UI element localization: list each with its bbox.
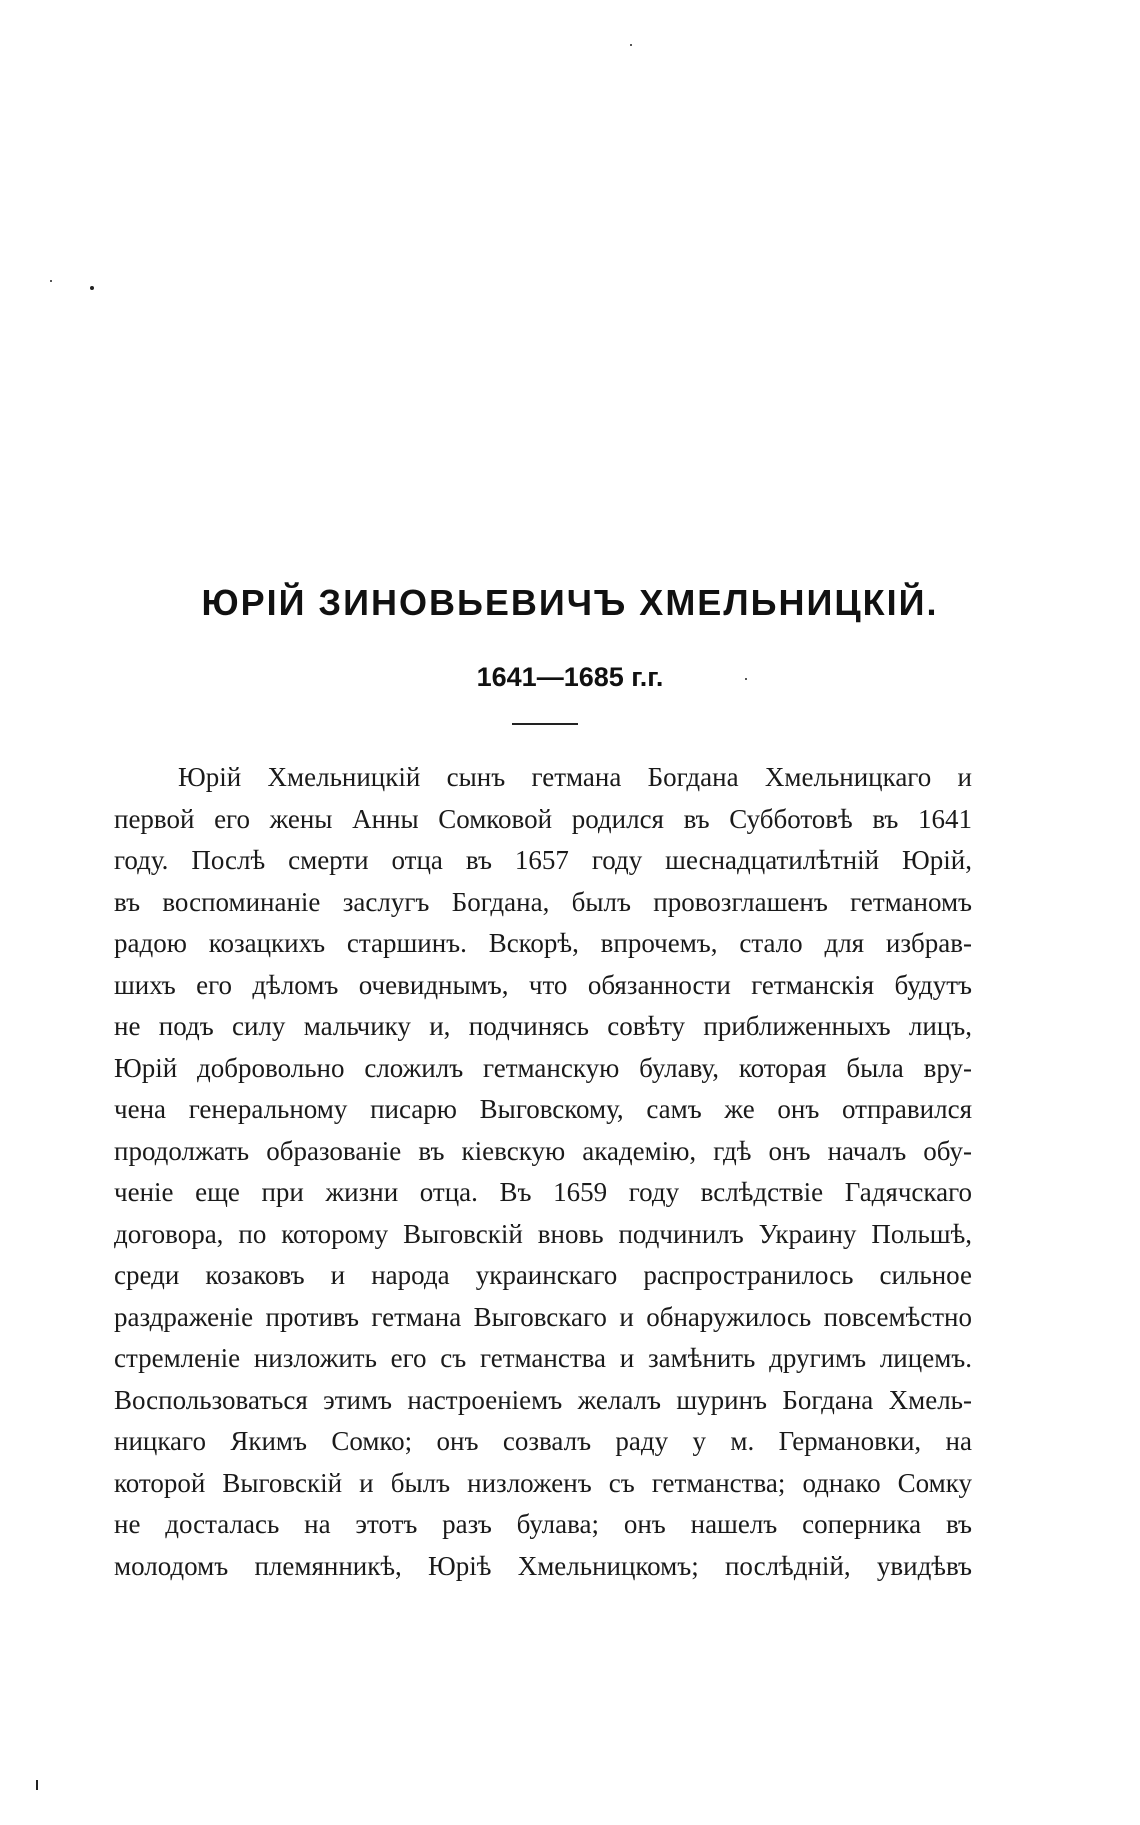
text-line: радою козацкихъ старшинъ. Вскорѣ, впрочемъ, стало для избрав- (114, 928, 972, 958)
text-line: Юрій добровольно сложилъ гетманскую булаву, которая была вру- (114, 1052, 972, 1083)
text-line: среди козаковъ и народа украинскаго распространилось сильное (114, 1260, 972, 1290)
text-line: не подъ силу мальчику и, подчинясь совѣту приближенныхъ лицъ, (114, 1011, 972, 1041)
text-line: чена генеральному писарю Выговскому, самъ же онъ отправился (114, 1094, 972, 1124)
article-years: 1641—1685 г.г. (476, 662, 664, 692)
text-line: договора, по которому Выговскій вновь подчинилъ Украину Польшѣ, (114, 1218, 972, 1249)
text-line: стремленіе низложить его съ гетманства и замѣнить другимъ лицемъ. (114, 1343, 972, 1373)
text-line: году. Послѣ смерти отца въ 1657 году шеснадцатилѣтній Юрій, (114, 845, 972, 875)
text-line: ченіе еще при жизни отца. Въ 1659 году вслѣдствіе Гадячскаго (114, 1177, 972, 1207)
body-paragraph (114, 757, 972, 1587)
text-line: не досталась на этотъ разъ булава; онъ нашелъ соперника въ (114, 1509, 972, 1539)
text-line: продолжать образованіе въ кіевскую академію, гдѣ онъ началъ обу- (114, 1135, 972, 1166)
text-line: которой Выговскій и былъ низложенъ съ гетманства; однако Сомку (114, 1467, 972, 1498)
article-title: ЮРІЙ ЗИНОВЬЕВИЧЪ ХМЕЛЬНИЦКІЙ. (201, 582, 939, 623)
text-line: первой его жены Анны Сомковой родился въ Субботовѣ въ 1641 (114, 803, 972, 834)
title-divider (512, 723, 578, 725)
text-line: Воспользоваться этимъ настроеніемъ желалъ шуринъ Богдана Хмель- (114, 1384, 972, 1415)
scan-speck (630, 44, 632, 46)
text-line: молодомъ племянникѣ, Юріѣ Хмельницкомъ; послѣдній, увидѣвъ (114, 1550, 972, 1581)
text-line: шихъ его дѣломъ очевиднымъ, что обязанности гетманскія будутъ (114, 969, 972, 1000)
text-line: раздраженіе противъ гетмана Выговскаго и обнаружилось повсемѣстно (114, 1301, 972, 1332)
scan-speck (36, 1780, 38, 1790)
scan-speck (90, 286, 94, 290)
scan-speck (50, 280, 52, 282)
text-line: Юрій Хмельницкій сынъ гетмана Богдана Хмельницкаго и (178, 762, 972, 792)
text-line: въ воспоминаніе заслугъ Богдана, былъ провозглашенъ гетманомъ (114, 886, 972, 917)
text-line: ницкаго Якимъ Сомко; онъ созвалъ раду у м. Германовки, на (114, 1426, 972, 1456)
